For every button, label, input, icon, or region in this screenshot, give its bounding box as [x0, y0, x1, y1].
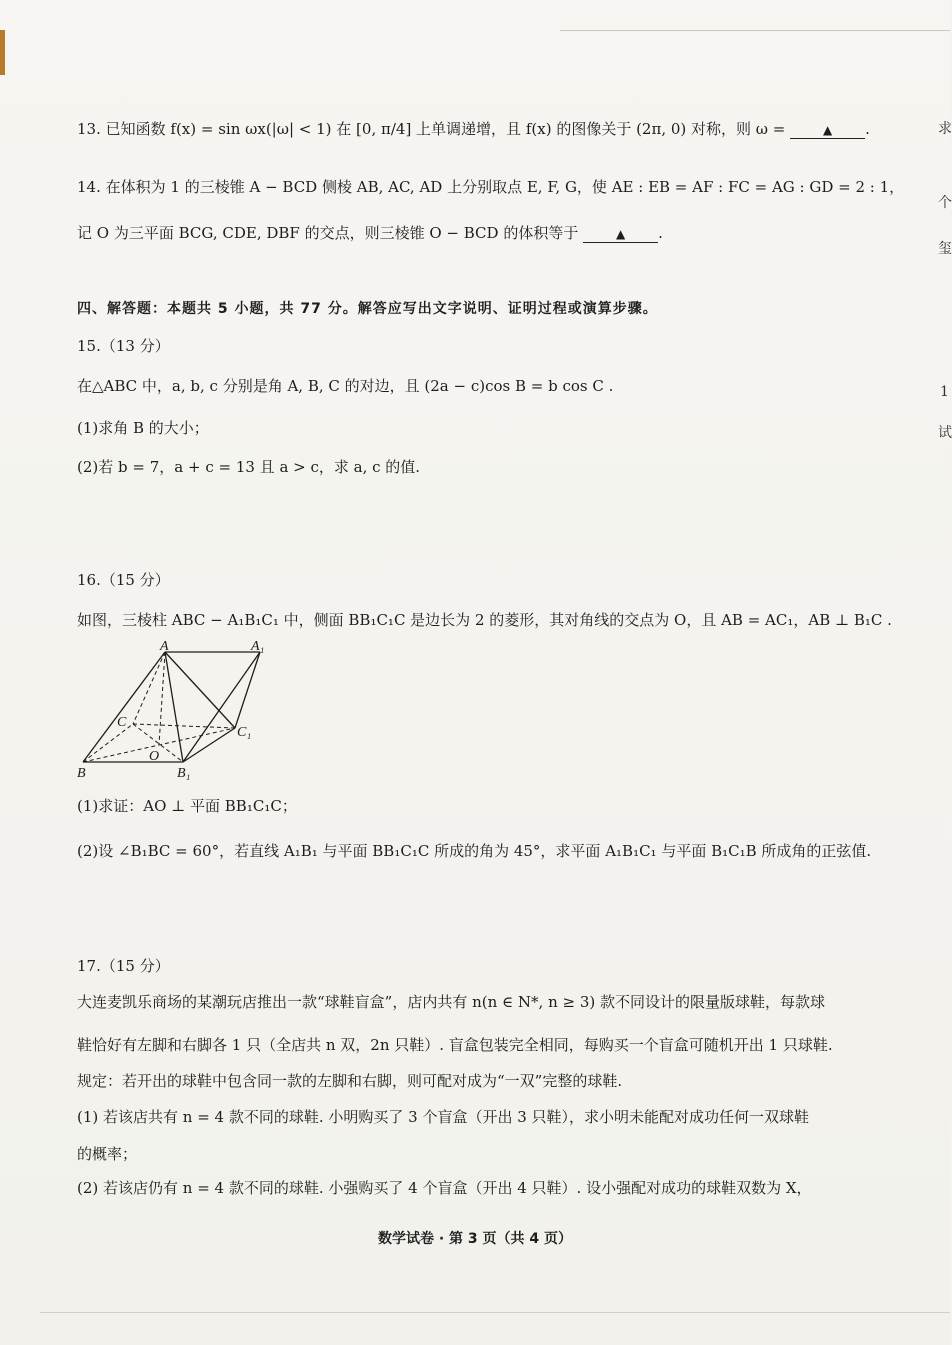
label-C1: C₁ [237, 725, 252, 740]
section-title: 四、解答题： [77, 301, 167, 317]
margin-fragment: 求 [938, 121, 952, 137]
question-15-part-1: (1)求角 B 的大小； [77, 419, 209, 437]
punct: . [658, 224, 663, 242]
question-17-line-5: 的概率； [77, 1145, 138, 1163]
answer-blank-14[interactable] [583, 224, 658, 243]
bottom-rule [40, 1312, 950, 1313]
question-16-part-2: (2)设 ∠B₁BC = 60°，若直线 A₁B₁ 与平面 BB₁C₁C 所成的角为 45°，求平面 A₁B₁C₁ 与平面 B₁C₁B 所成角的正弦值. [77, 842, 872, 860]
label-B1: B₁ [177, 766, 191, 781]
label-A: A [160, 639, 169, 654]
question-13 [77, 118, 870, 140]
question-15-head: 15.（13 分） [77, 337, 170, 355]
question-17-line-4: (1) 若该店共有 n = 4 款不同的球鞋. 小明购买了 3 个盲盒（开出 3 只鞋），求小明未能配对成功任何一双球鞋 [77, 1108, 810, 1126]
edge-B1C1 [183, 728, 235, 762]
question-15-part-2: (2)若 b = 7，a + c = 13 且 a > c，求 a, c 的值. [77, 458, 421, 476]
margin-fragment: 1 [940, 384, 949, 400]
question-16-part-1: (1)求证：AO ⊥ 平面 BB₁C₁C； [77, 797, 297, 815]
question-17-head: 17.（15 分） [77, 957, 170, 975]
question-14-line-1: 14. 在体积为 1 的三棱锥 A − BCD 侧棱 AB, AC, AD 上分别取点 E, F, G，使 AE : EB = AF : FC = AG : GD = 2 : 1， [77, 178, 905, 196]
label-O: O [149, 749, 160, 764]
answer-blank-13[interactable] [790, 120, 865, 139]
label-B: B [77, 766, 86, 781]
question-14-line-2 [77, 222, 663, 244]
margin-fragment: 试 [938, 425, 952, 441]
edge-CC1 [133, 724, 235, 728]
question-16-stem: 如图，三棱柱 ABC − A₁B₁C₁ 中，侧面 BB₁C₁C 是边长为 2 的菱形，其对角线的交点为 O，且 AB = AC₁，AB ⊥ B₁C . [77, 611, 892, 629]
punct: . [865, 120, 870, 138]
top-rule [560, 30, 950, 31]
question-13-text: 13. 已知函数 f(x) = sin ωx(|ω| < 1) 在 [0, π/4] 上单调递增，且 f(x) 的图像关于 (2π, 0) 对称，则 ω = [77, 120, 786, 138]
question-17-line-3: 规定：若开出的球鞋中包含同一款的左脚和右脚，则可配对成为“一双”完整的球鞋. [77, 1072, 623, 1090]
page-footer: 数学试卷 · 第 3 页（共 4 页） [377, 1231, 573, 1247]
margin-fragment: 玺 [938, 241, 952, 257]
blank-marker: ▲ [615, 227, 626, 241]
question-16-head: 16.（15 分） [77, 571, 170, 589]
section-heading [77, 298, 658, 320]
label-A1: A₁ [251, 639, 265, 654]
question-14-text: 记 O 为三平面 BCG, CDE, DBF 的交点，则三棱锥 O − BCD 的体积等于 [77, 224, 579, 242]
question-17-line-1: 大连麦凯乐商场的某潮玩店推出一款“球鞋盲盒”，店内共有 n(n ∈ N*, n ≥ 3) 款不同设计的限量版球鞋，每款球 [77, 993, 826, 1011]
edge-A1B1 [183, 652, 260, 762]
margin-fragment: 个 [938, 195, 952, 211]
question-15-stem: 在△ABC 中，a, b, c 分别是角 A, B, C 的对边，且 (2a − c)cos B = b cos C . [77, 377, 614, 395]
edge-AB [83, 652, 165, 762]
label-C: C [117, 715, 127, 730]
blank-marker: ▲ [823, 123, 833, 137]
prism-figure [75, 640, 275, 785]
question-17-line-2: 鞋恰好有左脚和右脚各 1 只（全店共 n 双，2n 只鞋）. 盲盒包装完全相同，每购买一个盲盒可随机开出 1 只球鞋. [77, 1036, 833, 1054]
seg-AO [159, 652, 165, 745]
question-17-line-6: (2) 若该店仍有 n = 4 款不同的球鞋. 小强购买了 4 个盲盒（开出 4 只鞋）. 设小强配对成功的球鞋双数为 X， [77, 1179, 812, 1197]
binding-edge [0, 30, 5, 75]
edge-A1C1 [235, 652, 260, 728]
section-desc: 本题共 5 小题，共 77 分。解答应写出文字说明、证明过程或演算步骤。 [167, 301, 658, 317]
